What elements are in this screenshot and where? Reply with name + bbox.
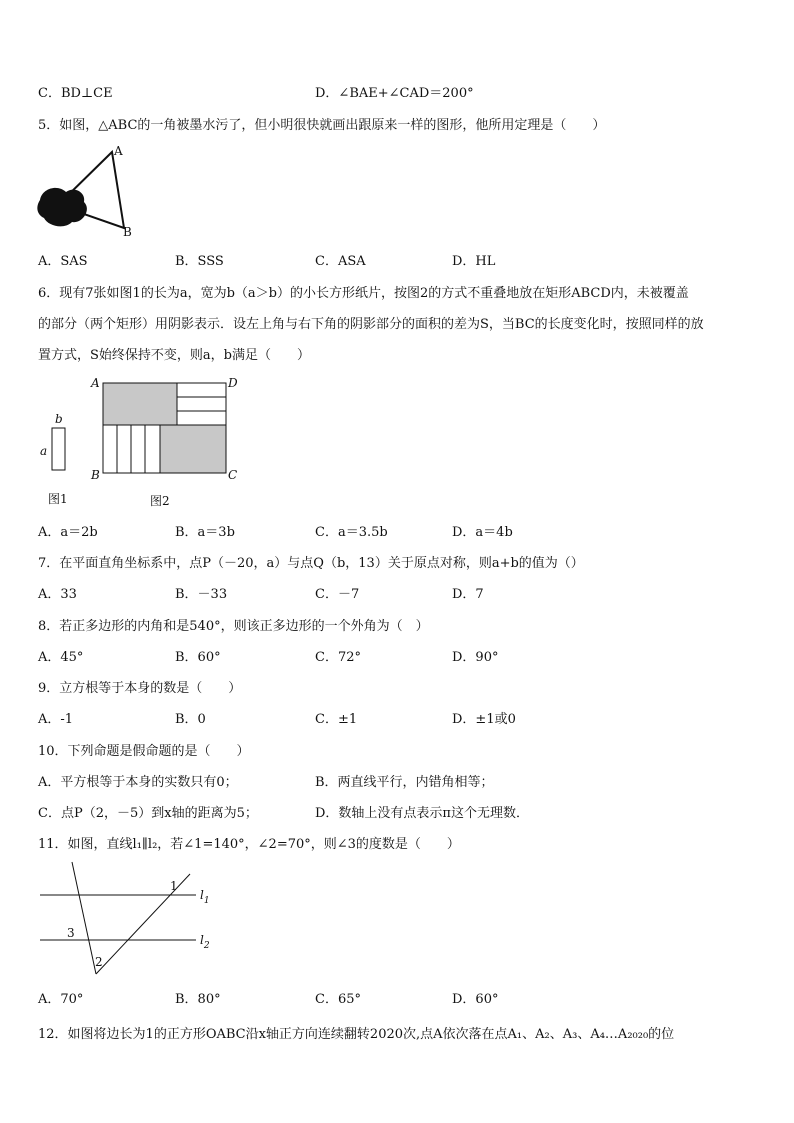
q6-option-d: D．a＝4b (452, 525, 513, 540)
q9-option-a: A．-1 (38, 712, 74, 727)
fig2-label-d: D (228, 376, 238, 390)
q6-option-a: A．a＝2b (38, 525, 98, 540)
q9-option-c: C．±1 (315, 712, 358, 727)
q5-label-a: A (114, 144, 123, 158)
fig2-label-a: A (91, 376, 100, 390)
q5-label-b: B (123, 225, 132, 239)
q11-option-b: B．80° (175, 992, 221, 1007)
q11-stem: 11．如图，直线l₁∥l₂，若∠1=140°，∠2=70°，则∠3的度数是（ ） (38, 837, 460, 852)
q11-option-c: C．65° (315, 992, 361, 1007)
q7-option-b: B．－33 (175, 587, 228, 602)
fig1-label-a: a (40, 444, 48, 458)
q7-stem: 7．在平面直角坐标系中，点P（－20，a）与点Q（b，13）关于原点对称，则a+b的值为（） (38, 556, 584, 571)
q8-option-b: B．60° (175, 650, 221, 665)
q9-option-b: B．0 (175, 712, 206, 727)
q8-stem: 8．若正多边形的内角和是540°，则该正多边形的一个外角为（ ） (38, 619, 429, 634)
q6-stem-line2: 的部分（两个矩形）用阴影表示．设左上角与右下角的阴影部分的面积的差为S，当BC的长度变化时，按照同样的放 (38, 317, 704, 332)
transversal-left (72, 862, 96, 974)
q4-option-c: C．BD⊥CE (38, 86, 113, 101)
q6-stem-line3: 置方式，S始终保持不变，则a，b满足（ ） (38, 348, 310, 363)
q5-option-b: B．SSS (175, 254, 224, 269)
q5-option-c: C．ASA (315, 254, 366, 269)
q10-option-b: B．两直线平行，内错角相等； (315, 775, 494, 790)
fig2-caption: 图2 (150, 494, 170, 508)
angle-1-label: 1 (170, 879, 178, 893)
q10-option-c: C．点P（2，－5）到x轴的距离为5； (38, 806, 258, 821)
q6-option-c: C．a＝3.5b (315, 525, 388, 540)
q10-stem: 10．下列命题是假命题的是（ ） (38, 744, 250, 759)
angle-3-label: 3 (67, 926, 75, 940)
fig2-label-b: B (91, 468, 100, 482)
fig1-label-b: b (55, 412, 63, 426)
q4-option-d: D．∠BAE+∠CAD＝200° (315, 86, 474, 101)
l2-label: $l_2$ (200, 933, 210, 951)
q8-option-c: C．72° (315, 650, 361, 665)
fig1-caption: 图1 (48, 492, 68, 506)
q6-stem-line1: 6．现有7张如图1的长为a，宽为b（a＞b）的小长方形纸片，按图2的方式不重叠地放在矩形ABCD内，未被覆盖 (38, 286, 689, 301)
fig2-label-c: C (228, 468, 238, 482)
q9-stem: 9．立方根等于本身的数是（ ） (38, 681, 242, 696)
q5-option-a: A．SAS (38, 254, 88, 269)
q6-option-b: B．a＝3b (175, 525, 235, 540)
q5-option-d: D．HL (452, 254, 496, 269)
q7-option-a: A．33 (38, 587, 77, 602)
q7-option-c: C．－7 (315, 587, 360, 602)
q11-option-a: A．70° (38, 992, 84, 1007)
q7-option-d: D．7 (452, 587, 484, 602)
q12-stem: 12．如图将边长为1的正方形OABC沿x轴正方向连续翻转2020次,点A依次落在点A₁、A₂、A₃、A₄…A₂₀₂₀的位 (38, 1027, 675, 1042)
angle-2-label: 2 (95, 955, 103, 969)
q5-stem: 5．如图，△ABC的一角被墨水污了，但小明很快就画出跟原来一样的图形，他所用定理是（ ） (38, 118, 606, 133)
q8-option-a: A．45° (38, 650, 84, 665)
q8-option-d: D．90° (452, 650, 499, 665)
q11-option-d: D．60° (452, 992, 499, 1007)
l1-label: $l_1$ (200, 888, 210, 906)
q10-option-d: D．数轴上没有点表示π这个无理数． (315, 806, 529, 821)
q10-option-a: A．平方根等于本身的实数只有0； (38, 775, 238, 790)
q9-option-d: D．±1或0 (452, 712, 516, 727)
